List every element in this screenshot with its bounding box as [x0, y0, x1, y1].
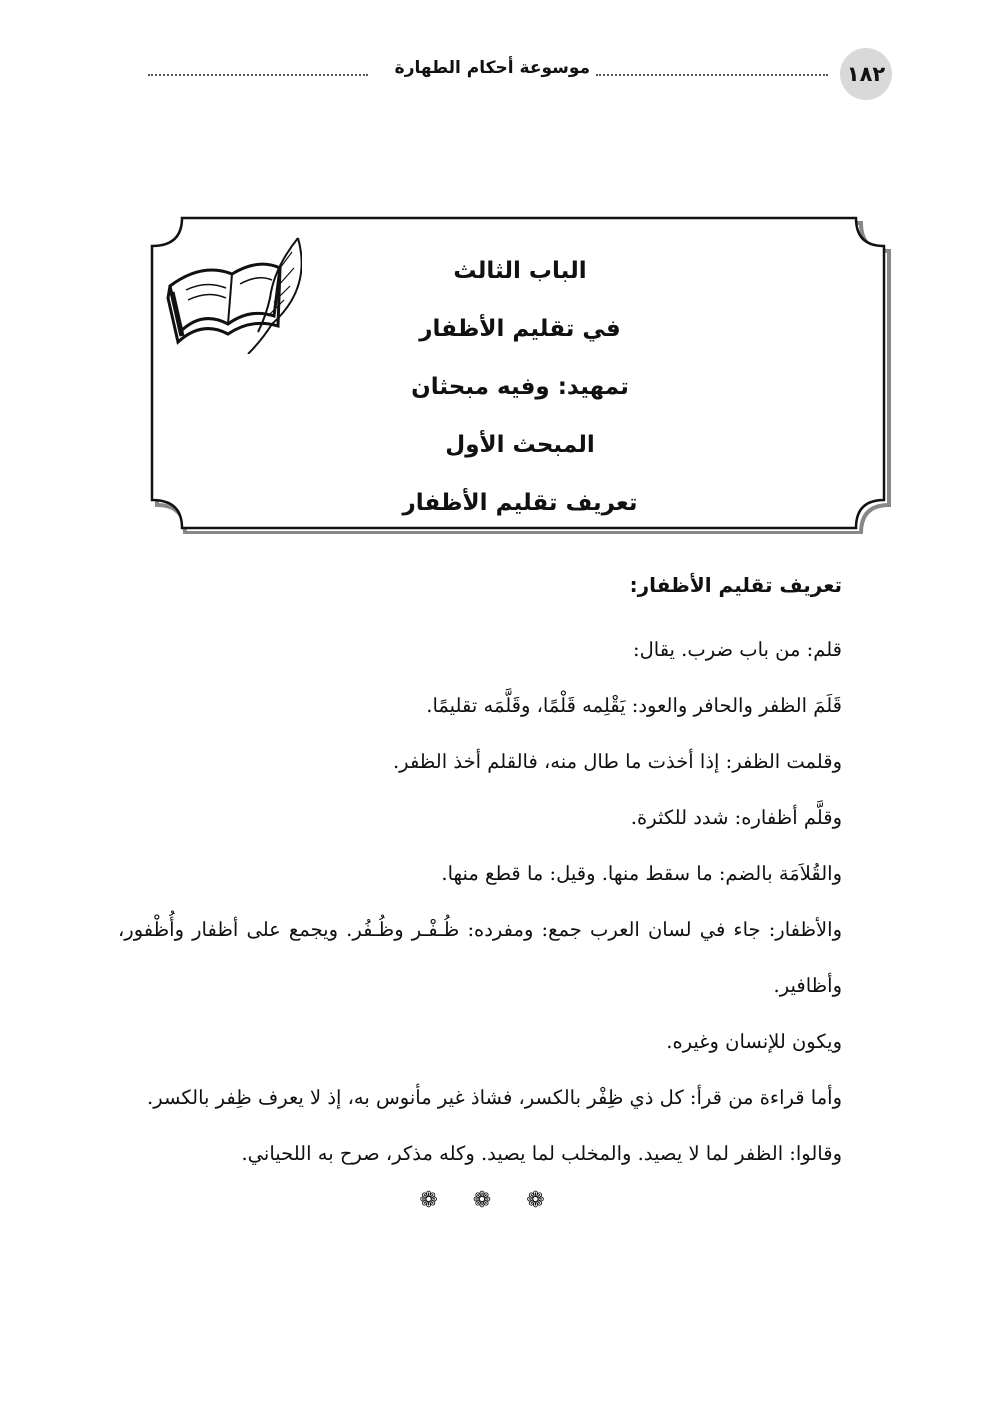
- running-header: [140, 48, 892, 98]
- preface-heading: تمهيد: وفيه مبحثان: [411, 374, 629, 400]
- paragraph: ويكون للإنسان وغيره.: [666, 1030, 842, 1053]
- paragraph: والقُلاَمَة بالضم: ما سقط منها. وقيل: ما قطع منها.: [441, 862, 842, 885]
- paragraph: وأما قراءة من قرأ: كل ذي ظِفْر بالكسر، فشاذ غير مأنوس به، إذ لا يعرف ظِفر بالكسر.: [147, 1086, 842, 1109]
- section-heading: تعريف تقليم الأظفار:: [629, 573, 842, 597]
- book-title: موسوعة أحكام الطهارة: [394, 58, 590, 78]
- paragraph: وقالوا: الظفر لما لا يصيد. والمخلب لما يصيد. وكله مذكر، صرح به اللحياني.: [241, 1142, 842, 1165]
- section-title: المبحث الأول: [445, 432, 595, 458]
- page-number: ١٨٢: [840, 48, 892, 100]
- section-end-ornaments: ❁ ❁ ❁: [419, 1188, 559, 1213]
- header-dotted-rule-right: [596, 74, 828, 76]
- header-dotted-rule-left: [148, 74, 368, 76]
- chapter-subject: في تقليم الأظفار: [419, 316, 621, 342]
- paragraph: قلم: من باب ضرب. يقال:: [633, 638, 842, 661]
- book-and-quill-icon: [162, 228, 302, 354]
- section-subject: تعريف تقليم الأظفار: [402, 490, 638, 516]
- paragraph: والأظفار: جاء في لسان العرب جمع: ومفرده: ظُـفْـر وظُـفُر. ويجمع على أظفار وأُظْفور، وأظافير.: [118, 918, 842, 997]
- chapter-title: الباب الثالث: [453, 258, 587, 284]
- chapter-title-lines: [298, 242, 742, 532]
- paragraph: وقلَّم أظفاره: شدد للكثرة.: [630, 806, 842, 829]
- paragraph: وقلمت الظفر: إذا أخذت ما طال منه، فالقلم أخذ الظفر.: [392, 750, 842, 773]
- body-text: [118, 566, 842, 1213]
- paragraph: قَلَمَ الظفر والحافر والعود: يَقْلِمه قَلْمًا، وقَلَّمَه تقليمًا.: [426, 694, 842, 717]
- chapter-title-frame: [148, 212, 892, 534]
